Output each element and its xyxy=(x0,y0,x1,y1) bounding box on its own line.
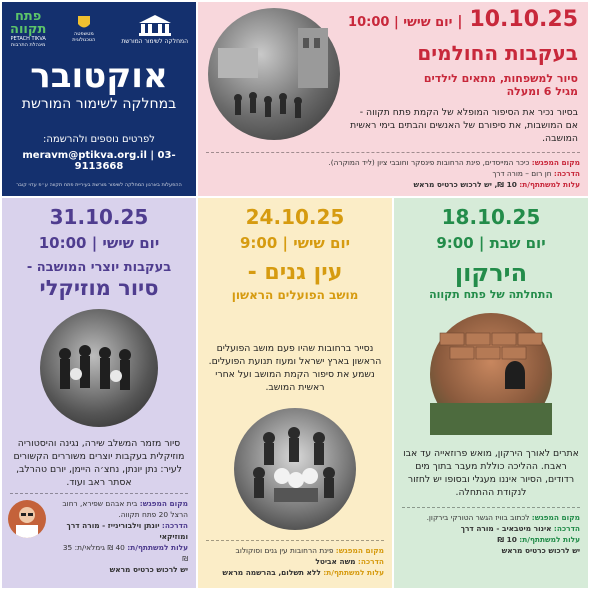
tour4-photo xyxy=(430,313,552,435)
intro-panel xyxy=(2,2,196,196)
tour4-subtitle: התחלתה של פתח תקווה xyxy=(429,288,553,301)
tour2-photo xyxy=(40,309,158,427)
tour1-daytime: יום שישי | 10:00 xyxy=(348,15,453,30)
guide-avatar xyxy=(8,500,46,538)
stone-bridge-icon xyxy=(430,313,552,435)
brand-sub: מינהלת התרבות xyxy=(10,42,46,48)
tour1-title: בעקבות החולמים xyxy=(417,41,578,65)
tour1-guide: הדרכה: חן רום – מורה דרך xyxy=(492,169,580,178)
tour4-description: אתרים לאורך הירקון, מואש פרוזאייה עד אבו ראבח. ההליכה כוללת מעבר בתוך מים רדודים, הסיור איננו מעגלי ובסופו יש לחזור לנקודת ההתחלה. xyxy=(403,448,579,498)
tour3-meeting: מקום המפגש: פינת הרחובות עין גנים וסוקולוב xyxy=(235,546,384,555)
band-parade-icon xyxy=(40,309,158,427)
tour1-meeting: מקום המפגש: כיכר המייסדים, פינת הרחובות פינסקר וחובבי ציון (ליד המוקרה). xyxy=(328,158,580,167)
brand-latin: PETACH TIKVA xyxy=(10,36,46,42)
tour4-divider xyxy=(402,507,580,508)
culture-logo xyxy=(10,10,46,48)
tour-card-4 xyxy=(394,198,588,588)
tour2-title: בעקבות יוצרי המושבה - xyxy=(26,260,172,275)
street-scene-icon xyxy=(208,8,340,140)
tour3-cost: עלות למשתתף/ת: ללא תשלום, בהרשמה מראש xyxy=(222,568,384,577)
tour1-subtitle: סיור למשפחות, מתאים לילדים xyxy=(423,72,578,85)
brand-top: פתח xyxy=(14,9,42,24)
tour2-date: 31.10.25 xyxy=(49,205,149,229)
tour4-title: הירקון xyxy=(454,259,528,287)
tour3-title: עין גנים - xyxy=(247,260,343,285)
more-info-label: לפרטים נוספים ולהרשמה: xyxy=(43,134,155,145)
tour-card-3 xyxy=(198,198,392,588)
month-title: אוקטובר xyxy=(30,56,168,96)
tour-card-1: 10.10.25 | יום שישי | 10:00 בעקבות החולמים סיור למשפחות, מתאים לילדים מגיל 6 ומעלה בסיור נכיר את הסיפור המופלא של הקמת פתח תקווה - אם המושבות, את סיפורם של האנשים והבתים בימי ראשית המושבה. מקום המפגש: כיכר המייסדים, פינת הרחובות פינסקר וחובבי ציון (ליד המוקרה). הדרכה: חן רום – מורה דרך עלות למשתתף/ת: 10 ₪, יש לרכוש כרטיס מראש xyxy=(198,2,588,196)
tour2-title2: סיור מוזיקלי xyxy=(39,276,159,300)
municipality-logo xyxy=(72,15,95,43)
tour3-photo xyxy=(234,408,356,530)
tour2-cost: עלות למשתתף/ת: 40 ₪ גימלאי/ת: 35 ₪ xyxy=(62,543,188,563)
tour3-subtitle: מושב הפועלים הראשון xyxy=(231,288,359,302)
harvest-group-icon xyxy=(234,408,356,530)
municipality-name: מטשפטה xyxy=(73,31,94,37)
logos-row xyxy=(2,2,196,48)
tour4-daytime: יום שבת | 9:00 xyxy=(436,234,546,252)
tour4-guide: הדרכה: אינור מיטבאיב - מורה דרך xyxy=(460,524,580,533)
tour2-meeting: מקום המפגש: בית אבהם שפירא, רחוב הרצל 20 פתח תקווה. xyxy=(62,499,188,519)
tour2-description: סיור מזמר המשלב שירה, נגינה והיסטוריה מוזיקלית בעקבות יוצרים משוררים הקשורים לעיר: נתן יונתן, נחצ׳ה היימן, יורם טהרלב, אסתר ראב ועוד. xyxy=(13,438,185,488)
org-name: המחלקה לשימור המורשת xyxy=(121,37,188,45)
tour1-date: 10.10.25 xyxy=(469,7,578,32)
brand-name: תקווה xyxy=(10,22,47,37)
municipality-sub: הטכנולוגית xyxy=(72,37,96,43)
tour4-meeting: מקום המפגש: לכתוב בוויז הגשר הטורקי בירקון. xyxy=(426,513,580,522)
tour-card-2 xyxy=(2,198,196,588)
tour-photo-1 xyxy=(208,8,340,140)
tour3-daytime: יום שישי | 9:00 xyxy=(239,234,351,252)
intro-subtitle: במחלקה לשימור המורשת xyxy=(21,96,177,112)
tour3-description: נסייר ברחובות שהיו פעם מושב הפועלים הראשון בארץ ישראל ומעוז תנועת הפועלים. נשמע את סיפור הקמת המושב ועל אחרי ראשית המושב. xyxy=(208,343,382,393)
tour1-cost: עלות למשתתף/ת: 10 ₪, יש לרכוש כרטיס מראש xyxy=(413,180,580,189)
tour2-daytime: יום שישי | 10:00 xyxy=(38,234,160,252)
tour1-divider xyxy=(206,152,580,153)
person-icon xyxy=(8,500,46,538)
contact-line[interactable]: meravm@ptikva.org.il | 03-9113668 xyxy=(22,150,176,172)
tour4-date: 18.10.25 xyxy=(441,205,541,229)
tour3-divider xyxy=(206,540,384,541)
tour4-cost: עלות למשתתף/ת: 10 ₪ xyxy=(497,535,580,544)
fine-print: ההפעלות בארגון המחלקה לשימור מורשת בעיריית פתח תקווה ע״פ עדוי קובר xyxy=(16,182,182,188)
tour1-age: מגיל 6 ומעלה xyxy=(506,85,578,98)
tour2-guide: הדרכה: יונתן וילבורינייז - מורה דרך ומוזיקאי xyxy=(66,521,188,541)
building-icon xyxy=(137,14,173,36)
crest-icon xyxy=(77,15,91,31)
tour3-guide: הדרכה: משה אביטל xyxy=(315,557,384,566)
tour2-divider xyxy=(10,493,188,494)
tour4-note: יש לרכוש כרטיס מראש xyxy=(501,546,580,555)
tour2-note: יש לרכוש כרטיס מראש xyxy=(109,565,188,574)
heritage-logo xyxy=(121,14,188,45)
tour3-date: 24.10.25 xyxy=(245,205,345,229)
tour1-description: בסיור נכיר את הסיפור המופלא של הקמת פתח תקווה - אם המושבות, את סיפורם של האנשים והבתים בימי ראשית המושבה. xyxy=(350,107,578,144)
